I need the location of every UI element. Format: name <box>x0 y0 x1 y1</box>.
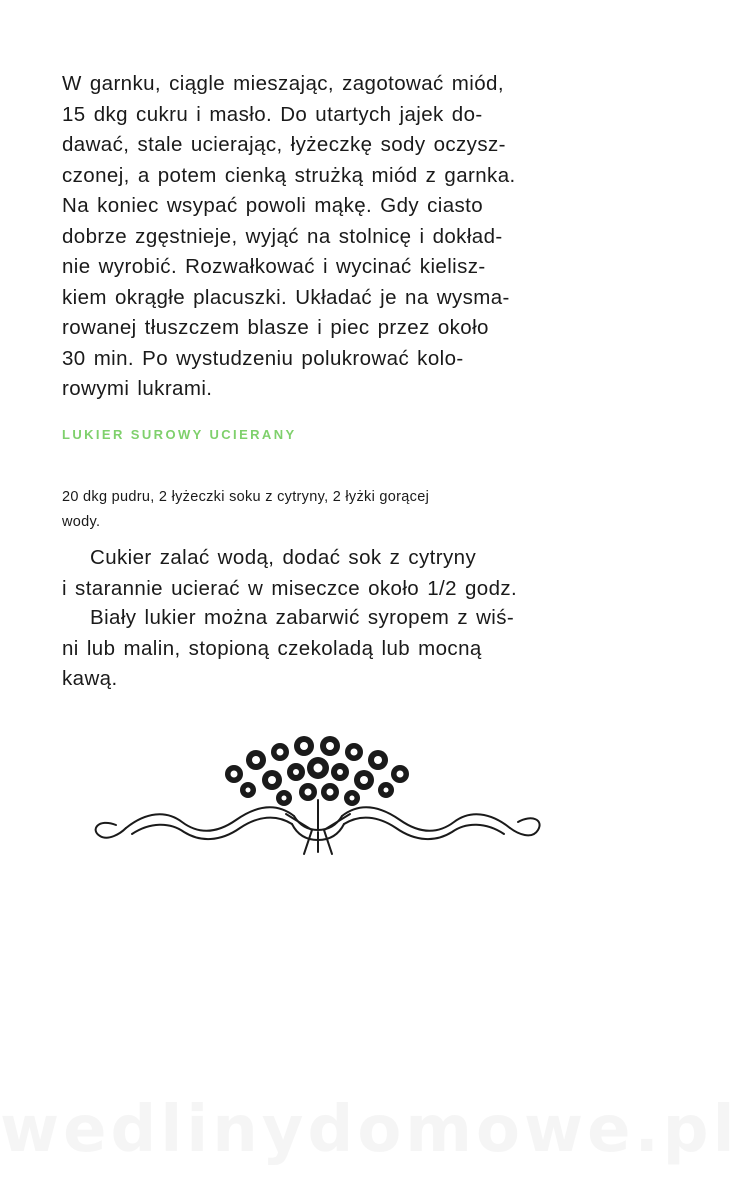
text-line: dobrze zgęstnieje, wyjąć na stolnicę i dokład- <box>62 224 503 248</box>
ingredients-list <box>62 485 429 535</box>
text-line: Na koniec wsypać powoli mąkę. Gdy ciasto <box>62 194 484 217</box>
instructions-paragraph <box>62 69 516 405</box>
text-line: W garnku, ciągle mieszając, zagotować miód, <box>62 72 504 95</box>
method-paragraph <box>62 543 517 604</box>
text-line: Biały lukier można zabarwić syropem z wiś- <box>90 606 515 629</box>
text-line: i starannie ucierać w miseczce około 1/2 godz. <box>62 576 518 600</box>
text-line: 30 min. Po wystudzeniu polukrować kolo- <box>62 346 464 370</box>
coloring-tip-paragraph <box>62 603 514 695</box>
text-line: kiem okrągłe placuszki. Układać je na wysma- <box>62 285 510 309</box>
text-line: czonej, a potem cienką strużką miód z garnka. <box>62 163 516 187</box>
text-line: 15 dkg cukru i masło. Do utartych jajek do- <box>62 102 483 126</box>
recipe-heading: LUKIER SUROWY UCIERANY <box>62 427 297 442</box>
text-line: rowanej tłuszczem blasze i piec przez około <box>62 316 489 339</box>
text-line: dawać, stale ucierając, łyżeczkę sody oczysz- <box>62 133 506 156</box>
watermark: wedlinydomowe.pl <box>0 1093 739 1167</box>
flower-bouquet-ribbon-icon <box>86 730 550 860</box>
text-line: Cukier zalać wodą, dodać sok z cytryny <box>90 546 477 569</box>
text-line: nie wyrobić. Rozwałkować i wycinać kielisz- <box>62 255 486 278</box>
text-line: ni lub malin, stopioną czekoladą lub mocną <box>62 636 482 660</box>
ingredients-line: wody. <box>62 514 101 530</box>
ingredients-line: 20 dkg pudru, 2 łyżeczki soku z cytryny, 2 łyżki gorącej <box>62 489 430 505</box>
text-line: kawą. <box>62 667 118 690</box>
text-line: rowymi lukrami. <box>62 377 213 400</box>
